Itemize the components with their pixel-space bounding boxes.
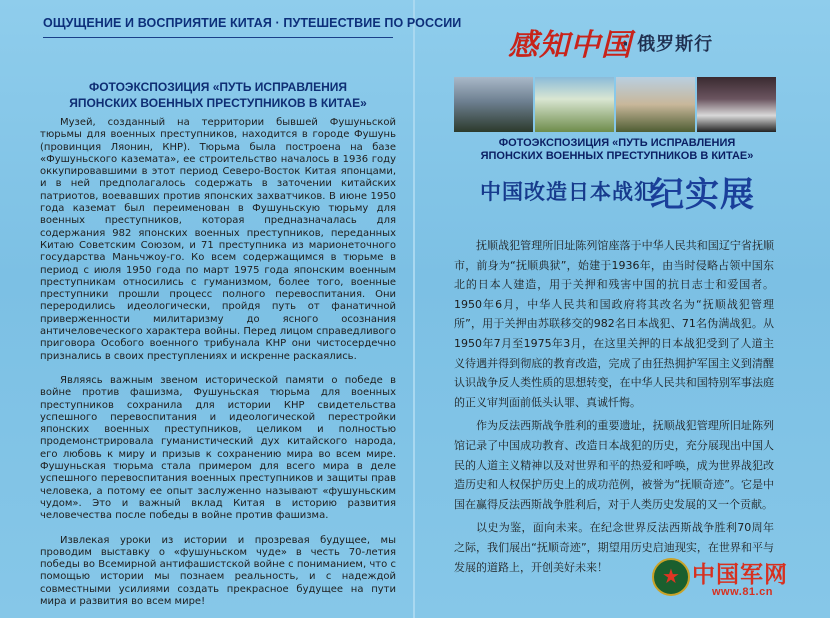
calligraphy-heading: 感知中国 xyxy=(508,28,632,63)
army-emblem-icon xyxy=(652,558,690,596)
left-article-title xyxy=(40,79,396,111)
left-title-line-2: ЯПОНСКИХ ВОЕННЫХ ПРЕСТУПНИКОВ В КИТАЕ» xyxy=(69,96,367,110)
photo-building-exterior xyxy=(454,77,533,132)
left-paragraph-3: Извлекая уроки из истории и прозревая будущее, мы проводим выставку о «фушуньском чуде» в честь 70-летия победы во Всемирной антифашистской войне с пониманием, что с помощью истории мы познаем реальность, и с надеждой совместными усилиями создать прекрасное будущее на пути мира и развития во всем мире! xyxy=(40,534,396,607)
left-page-header: ОЩУЩЕНИЕ И ВОСПРИЯТИЕ КИТАЯ · ПУТЕШЕСТВИЕ ПО РОССИИ xyxy=(43,16,462,30)
right-paragraph-2: 作为反法西斯战争胜利的重要遗址，抚顺战犯管理所旧址陈列馆记录了中国成功教育、改造日本战犯的历史，充分展现出中国人民的人道主义精神以及对世界和平的热爱和呼唤，成为世界战犯改造历史和人权保护历史上的成功范例，被誉为“抚顺奇迹”。它是中国在赢得反法西斯战争胜利后，对于人类历史发展的又一个贡献。 xyxy=(454,419,774,511)
right-article-title xyxy=(452,137,782,163)
right-title-line-1: ФОТОЭКСПОЗИЦИЯ «ПУТЬ ИСПРАВЛЕНИЯ xyxy=(498,137,736,149)
photo-choir-performance xyxy=(697,77,776,132)
chinese-title-main: 中国改造日本战犯 xyxy=(480,180,656,204)
left-paragraph-1: Музей, созданный на территории бывшей Фушуньской тюрьмы для военных преступников, находится в городе Фушунь (провинция Ляонин, КНР). Тюрьма была построена на базе «Фушуньского каземата», ее строительство началось в 1936 году оккупировавшими в этот период Северо-Восток Китая японцами, и в ней предполагалось содержать в заточении китайских патриотов, воевавших против японских захватчиков. В июне 1950 года каземат был переименован в Фушуньскую тюрьму для военных преступников, которая предназначалась для содержания 982 японских военных преступников, переданных Китаю Советским Союзом, и 71 преступника из марионеточного государства Маньчжоу-го. Ко всем содержащимся в тюрьме в период с июля 1950 года по март 1975 года японским военным преступникам относились с гуманизмом, более того, военные преступники прошли процесс полного перевоспитания. Они переродились идеологически, пройдя путь от фанатичной приверженности милитаризму до ясного осознания античеловеческого характера войны. Перед лицом справедливого приговора Особого военного трибунала КНР они чистосердечно признались в своих преступлениях и искренне раскаялись. xyxy=(40,117,396,362)
site-url: www.81.cn xyxy=(712,586,773,598)
chinese-title-accent: 纪实展 xyxy=(650,175,755,215)
photo-strip xyxy=(454,77,776,132)
right-paragraph-1: 抚顺战犯管理所旧址陈列馆座落于中华人民共和国辽宁省抚顺市，前身为“抚顺典狱”，始建于1936年，由当时侵略占领中国东北的日本人建造，用于关押和残害中国的抗日志士和爱国者。1950年6月，中华人民共和国政府将其改名为“抚顺战犯管理所”，用于关押由苏联移交的982名日本战犯、71名伪满战犯。从1950年7月至1975年3月，在这里关押的日本战犯受到了人道主义待遇并得到彻底的教育改造，完成了由狂热拥护军国主义到清醒认识战争反人类性质的思想转变，在中华人民共和国特别军事法庭的正义审判面前低头认罪、真诚忏悔。 xyxy=(454,239,774,409)
left-paragraph-2: Являясь важным звеном исторической памяти о победе в войне против фашизма, Фушуньская тюрьма для военных преступников сохранила для истории КНР свидетельства успешного перевоспитания и идеологической перестройки японских военных преступников, целиком и полностью продемонстрировала гуманистический дух китайского народа, его любовь к миру и призыв к сохранению мира во всем мире. Фушуньская тюрьма стала примером для всего мира в деле успешного перевоспитания военных преступников и защиты прав человека, а потому ее опыт заслуженно называют «фушуньским чудом». Это и важный вклад Китая в историю развития человечества после победы в войне против фашизма. xyxy=(40,374,396,522)
right-title-line-2: ЯПОНСКИХ ВОЕННЫХ ПРЕСТУПНИКОВ В КИТАЕ» xyxy=(480,150,754,162)
right-article-body xyxy=(454,236,774,581)
left-title-line-1: ФОТОЭКСПОЗИЦИЯ «ПУТЬ ИСПРАВЛЕНИЯ xyxy=(88,80,348,94)
page-divider xyxy=(413,0,415,618)
heading-suffix: · 俄罗斯行 xyxy=(622,34,714,55)
header-rule xyxy=(43,37,393,38)
photo-prison-yard xyxy=(616,77,695,132)
site-logo-text: 中国军网 xyxy=(692,562,788,588)
right-paragraph-3: 以史为鉴，面向未来。在纪念世界反法西斯战争胜利70周年之际，我们展出“抚顺奇迹”，期望用历史启迪现实，在世界和平与发展的道路上，开创美好未来！ xyxy=(454,521,774,574)
photo-monument-visitors xyxy=(535,77,614,132)
left-article-body xyxy=(40,117,396,618)
